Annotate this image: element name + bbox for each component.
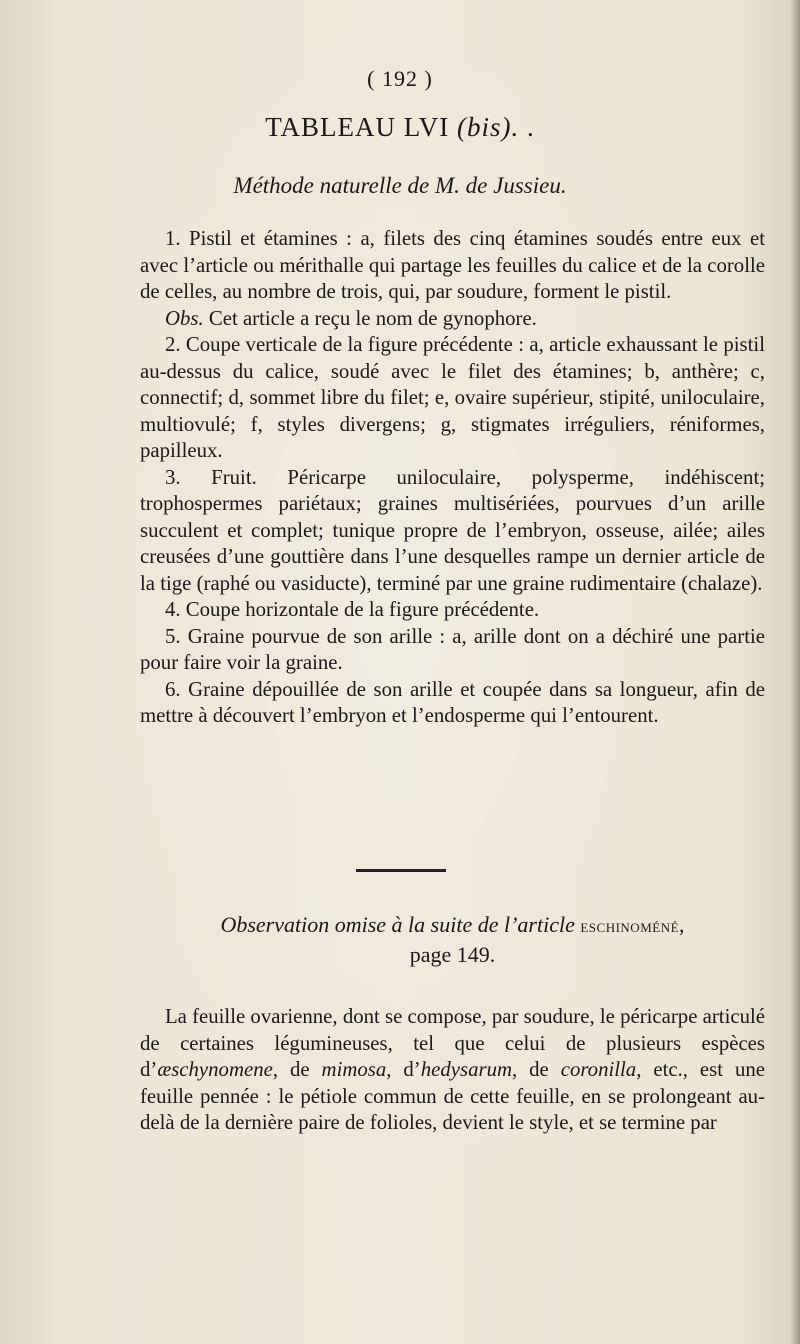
plate-title-bis: (bis). [457,112,520,142]
observation-body [140,1004,765,1137]
paragraph-4: 4. Coupe horizontale de la figure précédente. [164,598,540,621]
page-number: ( 192 ) [367,66,433,91]
genus-hedysarum: hedysarum [420,1058,512,1081]
observation-heading [140,911,765,969]
figure-descriptions [140,226,765,730]
obs-label: Obs. [164,306,204,330]
method-subtitle: Méthode naturelle de M. de Jussieu. [233,173,567,198]
observation-heading-term: eschinoméné [580,916,680,937]
final-text-2: , de [272,1058,322,1081]
final-text-5: , etc., est une feuille pennée : le pétiole commun de cette feuille, en se prolongeant au-delà de la dernière paire de folioles, devient le style, et se termine par [140,1058,765,1134]
observation-page-ref: page 149. [409,942,496,967]
paragraph-obs [140,306,765,333]
observation-heading-comma: , [679,912,685,937]
paragraph-3: 3. Fruit. Péricarpe uniloculaire, polysperme, indéhiscent; trophospermes pariétaux; graines multisériées, pourvues d’un arille succulent et complet; tunique propre de l’embryon, osseuse, ailée; ailes creusées d’une gouttière dans l’une desquelles rampe un dernier article de la tige (raphé ou vasiducte), terminé par une graine rudimentaire (chalaze). [140,465,765,595]
observation-heading-text: Observation omise à la suite de l’article [220,912,575,937]
final-text-1: La feuille ovarienne, dont se compose, par soudure, le péricarpe articulé de certaines légumineuses, tel que celui de plusieurs espèces d’ [140,1005,765,1081]
genus-coronilla: coronilla [560,1058,637,1081]
obs-text: Cet article a reçu le nom de gynophore. [203,306,537,330]
paragraph-6: 6. Graine dépouillée de son arille et coupée dans sa longueur, afin de mettre à découvert l’embryon et l’endosperme qui l’entourent. [140,677,765,727]
plate-title-main: TABLEAU LVI [265,112,450,142]
paragraph-2: 2. Coupe verticale de la figure précédente : a, article exhaussant le pistil au-dessus du calice, soudé avec le filet des étamines; b, anthère; c, connectif; d, sommet libre du filet; e, ovaire supérieur, stipité, uniloculaire, multiovulé; f, styles divergens; g, stigmates irréguliers, réniformes, papilleux. [140,333,765,462]
paragraph-1: 1. Pistil et étamines : a, filets des cinq étamines soudés entre eux et avec l’article ou mérithalle qui partage les feuilles du calice et de la corolle de celles, au nombre de trois, qui, par soudure, forment le pistil. [140,227,765,303]
final-text-3: , d’ [386,1058,421,1081]
page-edge-shadow [790,0,800,1344]
plate-title-trailing: . [527,112,535,142]
section-divider [356,869,446,872]
genus-mimosa: mimosa [321,1058,387,1081]
final-paragraph [140,1004,765,1137]
final-text-4: , de [512,1058,561,1081]
paragraph-5: 5. Graine pourvue de son arille : a, arille dont on a déchiré une partie pour faire voir la graine. [140,624,765,674]
plate-title [0,112,800,143]
genus-aeschynomene: æschynomene [157,1058,273,1081]
